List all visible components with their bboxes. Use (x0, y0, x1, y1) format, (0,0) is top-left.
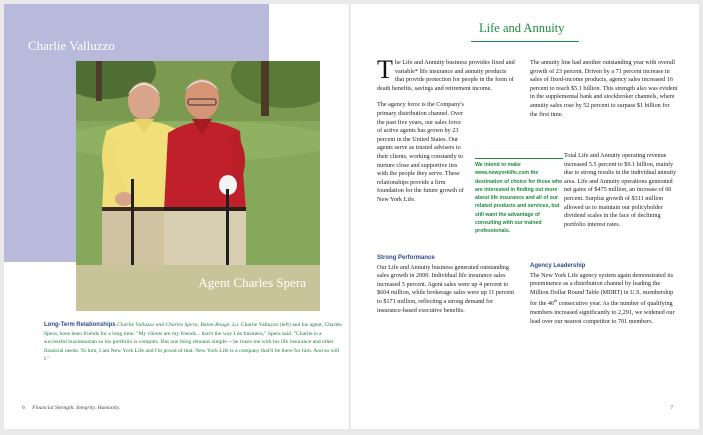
column-2 (530, 59, 678, 127)
strong-performance-body: Our Life and Annuity business generated outstanding sales growth in 2000. Individual life insurance sales increased 5 percent. Agent sales were up 4 percent to $604 million, while brokerage sales were up 11 percent to $171 million, reflecting a strong demand for insurance-based executive benefits. (377, 263, 515, 314)
page-number-left: 6 (22, 405, 25, 411)
caption-lead-relationships: Relationships (76, 322, 116, 328)
title-underline (471, 41, 579, 42)
section-title: Life and Annuity (479, 21, 565, 35)
agency-leadership-heading: Agency Leadership (530, 263, 586, 269)
intro-paragraph: The Life and Annuity business provides fixed and variable* life insurance and annuity products that provide protection for people in the form of death benefits, savings and retirement income. (377, 55, 515, 92)
caption-italic: Charlie Valluzzo and Charles Spera, Baton Rouge, La. (117, 322, 240, 328)
revenue-paragraph: Total Life and Annuity operating revenue increased 5.5 percent to $9.1 billion, mainly due to strong results in the individual annuity area. Life and Annuity operations generated net gains of $475 million, an increase of 60 percent. Surplus growth of $311 million allowed us to maintain our policyholder dividend scales in the face of declining portfolio interest rates. (564, 152, 677, 228)
name-charles-spera: Agent Charles Spera (198, 275, 306, 290)
pull-quote-callout: We intend to make www.newyorklife.com the destination of choice for those who are interested in finding out more about life insurance and all of our related products and services, but still want the advantage of consulting with our trained professionals. (475, 162, 563, 235)
name-charlie-valluzzo: Charlie Valluzzo (28, 38, 115, 53)
annuity-paragraph: The annuity line had another outstanding year with overall growth of 23 percent. Driven by a 71 percent increase in sales of fixed-income products, agency sales increased 16 percent to reach $5.1 billion. This strength also was evident in the supplemental bank and stockbroker channels, where annuity sales rose by 52 percent to surpass $1 billion for the first time. (530, 59, 678, 118)
agency-leadership-body: The New York Life agency system again demonstrated its preeminence as a distribution channel by leading the Million Dollar Round Table (MDRT) in U.S. membership for the 46th consecutive year. As the number of qualifying members increased significantly to 2,291, we widened our lead over our nearest competitor to 701 members. (530, 271, 675, 325)
strong-performance-section (377, 254, 517, 315)
strong-performance-heading: Strong Performance (377, 255, 435, 261)
caption-body: Charlie Valluzzo (left) and his agent, Charles Spera, have been friends for a long time. "My clients are my friends... that's the way I do business," Spera said. "Charlie is a successful businessman so his portfolio is complex. But one thing remains simple -- he trusts me with his life insurance and other financial needs. To him, I am New York Life and I'm proud of that. New York Life is a company that'll be there for him. And so will I." (44, 322, 342, 363)
golfers-illustration (76, 61, 320, 265)
right-page (351, 4, 699, 429)
agency-force-paragraph: The agency force is the Company's primary distribution channel. Over the past five years, our sales force of active agents has grown by 23 percent in the United States. Our agents serve as trusted advisers to their clients, working constantly to nurture close and supportive ties with the people they serve. These relationships provide a firm foundation for the future growth of New York Life. (377, 101, 464, 203)
drop-cap: T (377, 55, 393, 84)
left-page (4, 4, 350, 429)
agency-leadership-section (530, 262, 678, 326)
footer-tagline: Financial Strength. Integrity. Humanity. (32, 405, 121, 411)
page-number-right: 7 (670, 405, 673, 411)
left-footer (22, 405, 120, 411)
photo-two-golfers (76, 61, 320, 265)
caption-lead-long-term: Long-Term (44, 322, 75, 328)
khaki-color-block (76, 265, 320, 311)
photo-caption (44, 321, 344, 364)
